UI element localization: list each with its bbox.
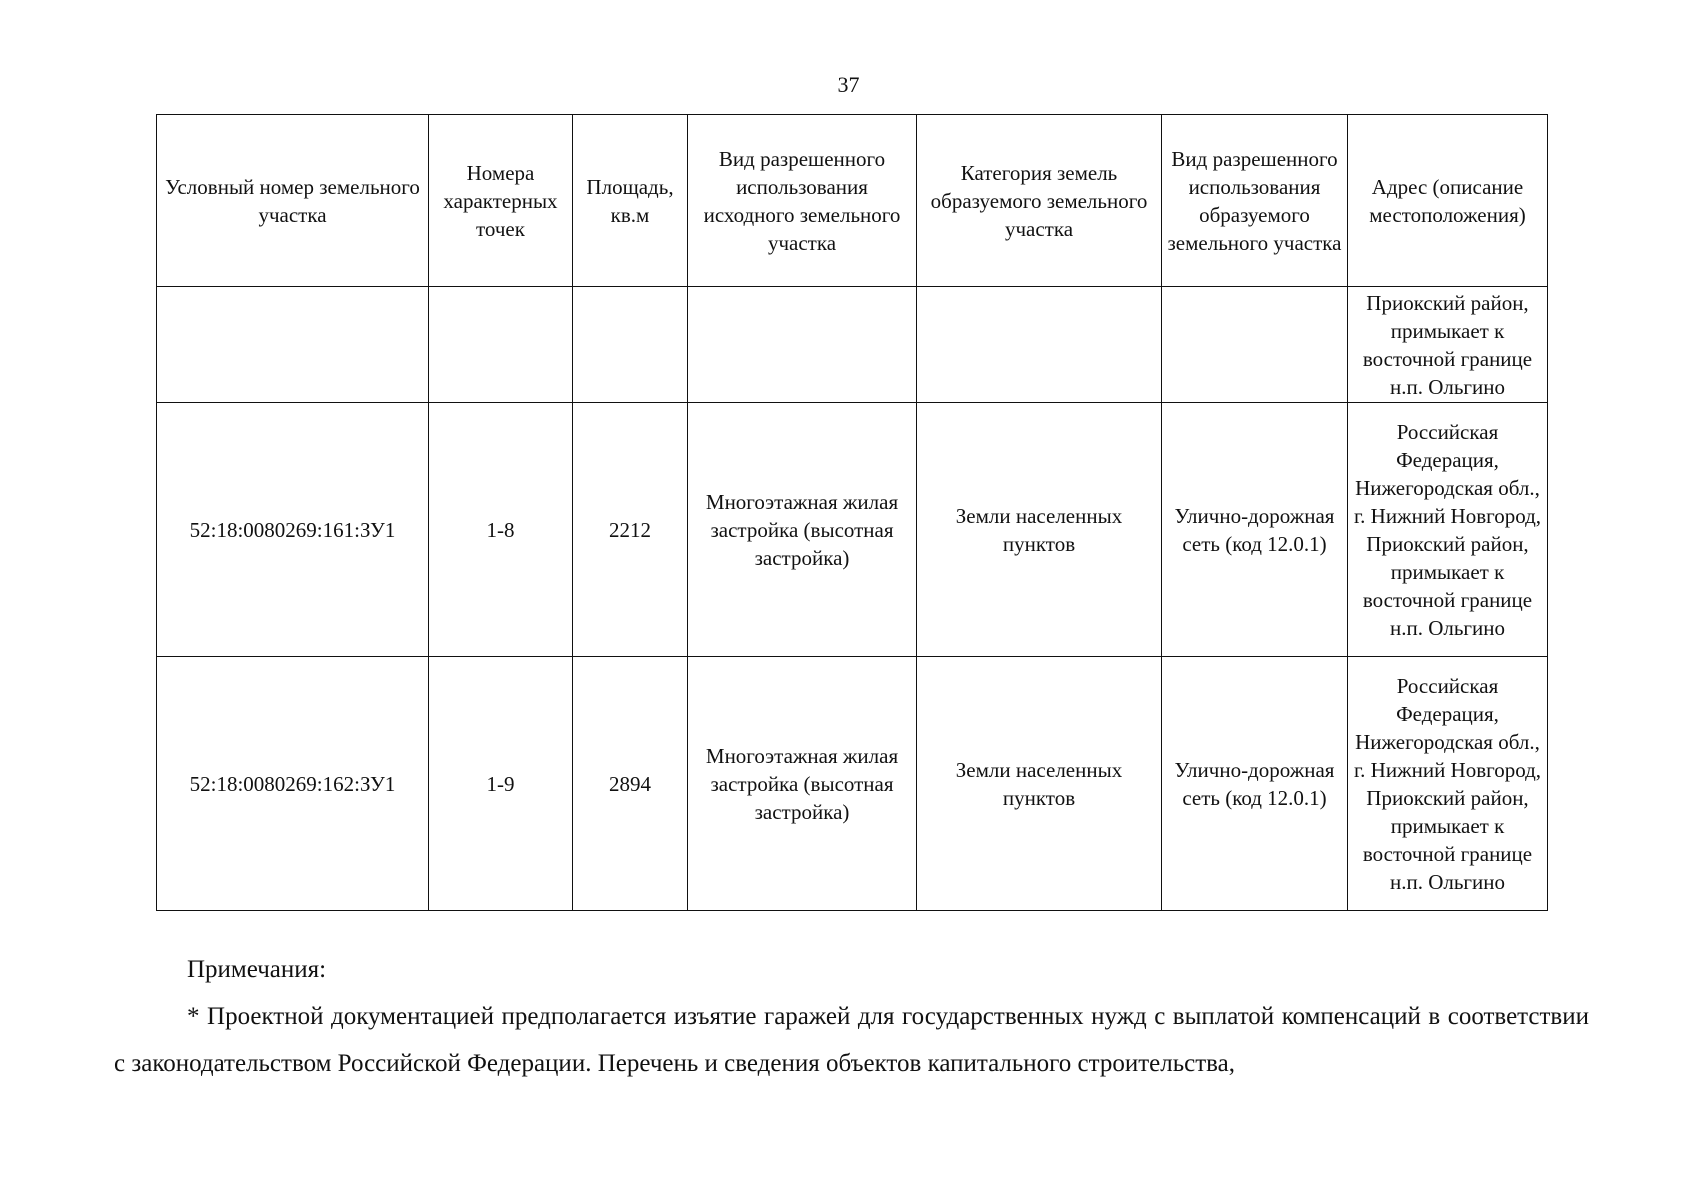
empty-cell xyxy=(573,287,688,403)
address-cell: Российская Федерация, Нижегородская обл., г. Нижний Новгород, Приокский район, примыкает к восточной границе н.п. Ольгино xyxy=(1348,403,1548,657)
address-cell: Приокский район, примыкает к восточной границе н.п. Ольгино xyxy=(1348,287,1548,403)
header-source-use: Вид разрешенного использования исходного земельного участка xyxy=(688,115,917,287)
parcel-number-cell: 52:18:0080269:161:ЗУ1 xyxy=(157,403,429,657)
parcel-number-cell: 52:18:0080269:162:ЗУ1 xyxy=(157,657,429,911)
new-use-cell: Улично-дорожная сеть (код 12.0.1) xyxy=(1162,403,1348,657)
table-row xyxy=(157,657,1548,911)
area-cell: 2894 xyxy=(573,657,688,911)
empty-cell xyxy=(429,287,573,403)
points-cell: 1-8 xyxy=(429,403,573,657)
points-cell: 1-9 xyxy=(429,657,573,911)
new-use-cell: Улично-дорожная сеть (код 12.0.1) xyxy=(1162,657,1348,911)
source-use-cell: Многоэтажная жилая застройка (высотная застройка) xyxy=(688,403,917,657)
header-parcel-number: Условный номер земельного участка xyxy=(157,115,429,287)
empty-cell xyxy=(1162,287,1348,403)
empty-cell xyxy=(688,287,917,403)
header-new-use: Вид разрешенного использования образуемого земельного участка xyxy=(1162,115,1348,287)
land-category-cell: Земли населенных пунктов xyxy=(917,403,1162,657)
area-cell: 2212 xyxy=(573,403,688,657)
table-row-continued xyxy=(157,287,1548,403)
table-row xyxy=(157,403,1548,657)
notes-title: Примечания: xyxy=(187,956,327,983)
page-number: 37 xyxy=(837,72,860,97)
land-category-cell: Земли населенных пунктов xyxy=(917,657,1162,911)
address-cell: Российская Федерация, Нижегородская обл., г. Нижний Новгород, Приокский район, примыкает к восточной границе н.п. Ольгино xyxy=(1348,657,1548,911)
notes-text: * Проектной документацией предполагается изъятие гаражей для государственных нужд с выплатой компенсаций в соответствии с законодательством Российской Федерации. Перечень и сведения объектов капитального строительства, xyxy=(114,1003,1589,1077)
parcels-table xyxy=(156,114,1548,911)
source-use-cell: Многоэтажная жилая застройка (высотная застройка) xyxy=(688,657,917,911)
header-points: Номера характерных точек xyxy=(429,115,573,287)
empty-cell xyxy=(917,287,1162,403)
header-land-category: Категория земель образуемого земельного участка xyxy=(917,115,1162,287)
notes-section xyxy=(114,946,1589,1087)
header-area: Площадь, кв.м xyxy=(573,115,688,287)
empty-cell xyxy=(157,287,429,403)
table-header-row xyxy=(157,115,1548,287)
header-address: Адрес (описание местоположения) xyxy=(1348,115,1548,287)
